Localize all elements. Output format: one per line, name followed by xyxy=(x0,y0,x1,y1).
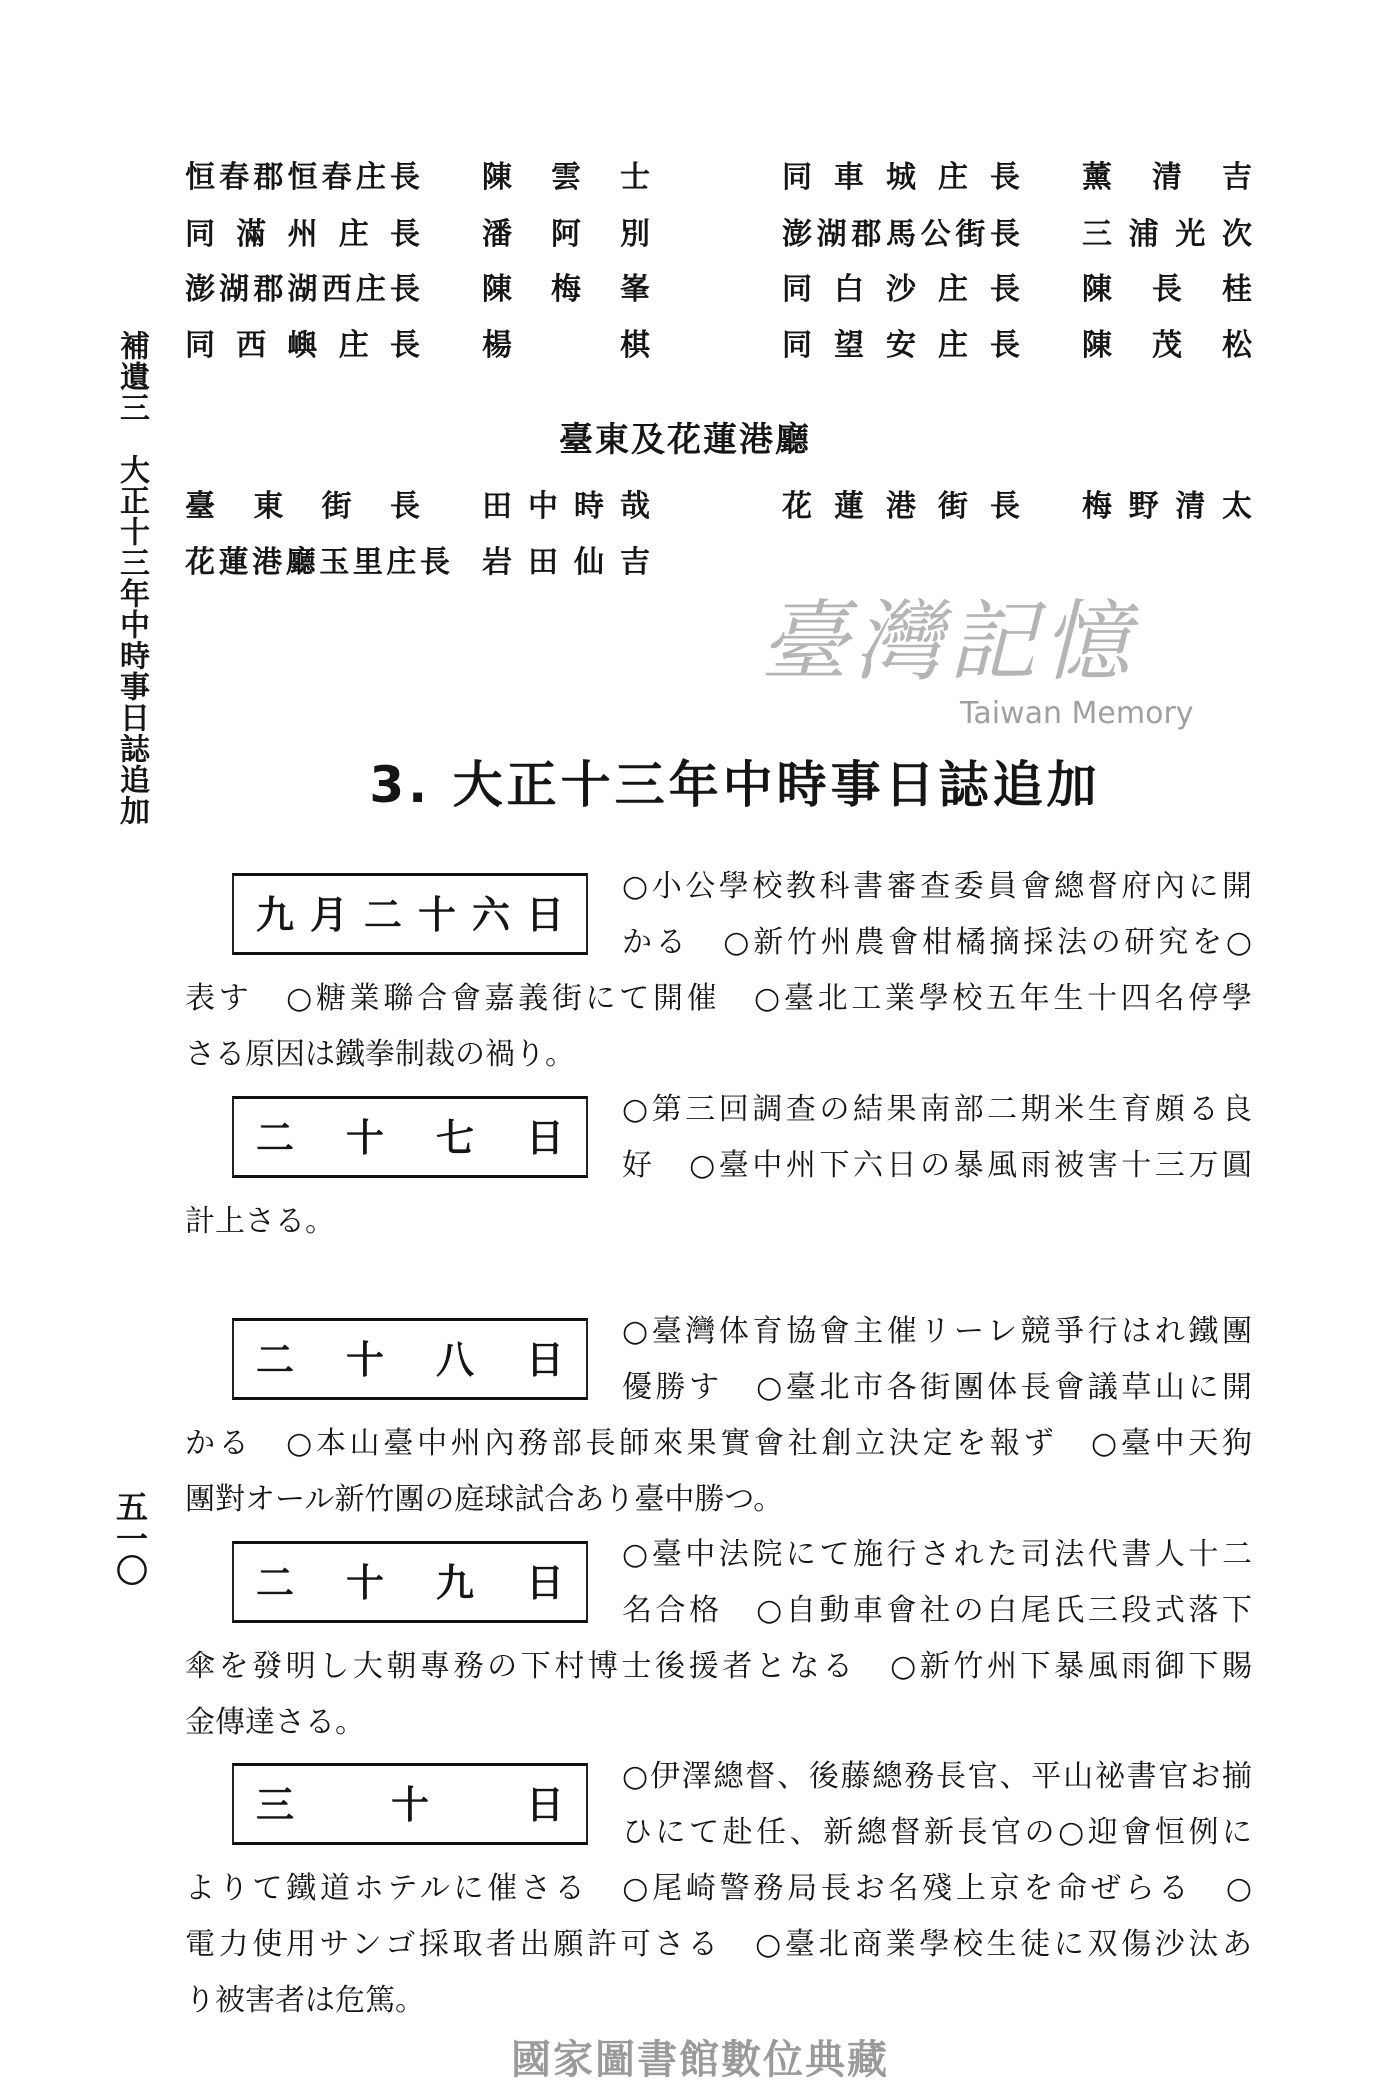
date-box: 九月二十六日 xyxy=(232,873,588,955)
right-title-cell: 花蓮港街長 xyxy=(782,489,1020,524)
entry-text-line: ○第三回調查の結果南部二期米生育頗る良 xyxy=(622,1092,1252,1127)
entry-text-line: 電力使用サンゴ採取者出願許可さる ○臺北商業學校生徒に双傷沙汰あ xyxy=(185,1927,1252,1962)
watermark-subtext: Taiwan Memory xyxy=(960,696,1194,731)
entry-text-line: 表す ○糖業聯合會嘉義街にて開催 ○臺北工業學校五年生十四名停學 xyxy=(185,981,1252,1016)
entry-text-line: ○臺中法院にて施行された司法代書人十二 xyxy=(622,1537,1252,1572)
left-name-cell: 岩田仙吉 xyxy=(482,545,650,580)
left-name-cell: 陳梅峯 xyxy=(482,272,650,307)
watermark-logo: 臺灣記憶 xyxy=(760,590,1137,693)
right-title-cell: 同車城庄長 xyxy=(782,160,1020,195)
footer-credit: 國家圖書館數位典藏 xyxy=(511,2037,889,2083)
right-name-cell: 陳茂松 xyxy=(1082,328,1252,363)
left-title-cell: 恒春郡恒春庄長 xyxy=(185,160,420,195)
right-name-cell: 薰清吉 xyxy=(1082,160,1252,195)
left-name-cell: 潘阿別 xyxy=(482,217,650,252)
right-name-cell: 梅野清太 xyxy=(1082,489,1252,524)
entry-text-line: 傘を發明し大朝專務の下村博士後援者となる ○新竹州下暴風雨御下賜 xyxy=(185,1649,1252,1684)
left-name-cell: 楊 棋 xyxy=(482,328,650,363)
left-name-cell: 田中時哉 xyxy=(482,489,650,524)
date-box: 二十七日 xyxy=(232,1096,588,1178)
date-box: 二十八日 xyxy=(232,1318,588,1400)
right-name-cell: 三浦光次 xyxy=(1082,217,1252,252)
entry-text-line: ○臺灣体育協會主催リーレ競爭行はれ鐵團 xyxy=(622,1314,1252,1349)
right-title-cell: 同望安庄長 xyxy=(782,328,1020,363)
section-heading: 臺東及花蓮港廳 xyxy=(559,420,811,460)
entry-text-line: ひにて赴任、新總督新長官の○迎會恒例に xyxy=(622,1815,1252,1850)
entry-text-line: り被害者は危篤。 xyxy=(185,1983,425,2018)
page-number: 五一〇 xyxy=(111,1490,149,1586)
entry-text-line: 好 ○臺中州下六日の暴風雨被害十三万圓 xyxy=(622,1148,1252,1183)
entry-text-line: 計上さる。 xyxy=(185,1204,335,1239)
left-title-cell: 臺東街長 xyxy=(185,489,420,524)
left-title-cell: 同西嶼庄長 xyxy=(185,328,420,363)
left-title-cell: 同滿州庄長 xyxy=(185,217,420,252)
entry-text-line: さる原因は鐵拳制裁の禍り。 xyxy=(185,1037,575,1072)
right-title-cell: 澎湖郡馬公街長 xyxy=(782,217,1020,252)
right-name-cell: 陳長桂 xyxy=(1082,272,1252,307)
entry-text-line: 金傳達さる。 xyxy=(185,1705,365,1740)
entry-text-line: 優勝す ○臺北市各街團体長會議草山に開 xyxy=(622,1370,1252,1405)
left-title-cell: 澎湖郡湖西庄長 xyxy=(185,272,420,307)
entry-text-line: ○小公學校教科書審查委員會總督府內に開 xyxy=(622,869,1252,904)
entry-text-line: 團對オール新竹團の庭球試合あり臺中勝つ。 xyxy=(185,1482,784,1517)
chapter-title: 3. 大正十三年中時事日誌追加 xyxy=(369,756,1101,814)
left-name-cell: 陳雲士 xyxy=(482,160,650,195)
date-box: 三十日 xyxy=(232,1763,588,1845)
left-title-cell: 花蓮港廳玉里庄長 xyxy=(185,545,450,580)
entry-text-line: かる ○新竹州農會柑橘摘採法の研究を○ xyxy=(622,925,1252,960)
right-title-cell: 同白沙庄長 xyxy=(782,272,1020,307)
date-box: 二十九日 xyxy=(232,1541,588,1623)
running-header: 補遺三 大正十三年中時事日誌追加 xyxy=(114,330,149,826)
entry-text-line: ○伊澤總督、後藤總務長官、平山祕書官お揃 xyxy=(622,1759,1252,1794)
entry-text-line: 名合格 ○自動車會社の白尾氏三段式落下 xyxy=(622,1593,1252,1628)
entry-text-line: かる ○本山臺中州內務部長師來果實會社創立決定を報ず ○臺中天狗 xyxy=(185,1426,1252,1461)
entry-text-line: よりて鐵道ホテルに催さる ○尾崎警務局長お名殘上京を命ぜらる ○ xyxy=(185,1871,1252,1906)
